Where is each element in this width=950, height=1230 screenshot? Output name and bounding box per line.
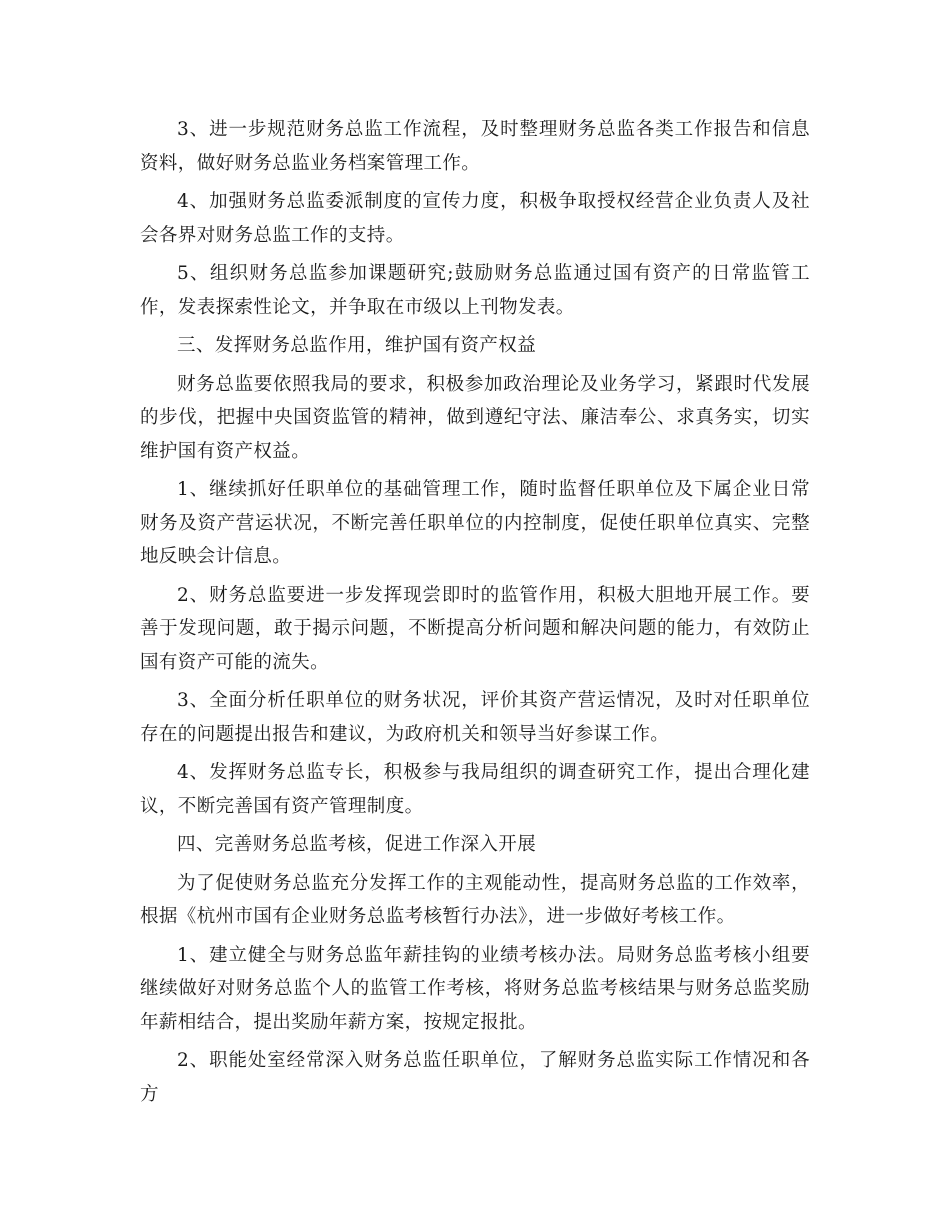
section-three-item-3: 3、全面分析任职单位的财务状况，评价其资产营运情况，及时对任职单位存在的问题提出报告和建议，为政府机关和领导当好参谋工作。 bbox=[140, 690, 810, 745]
section-three-item-2: 2、财务总监要进一步发挥现尝即时的监管作用，积极大胆地开展工作。要善于发现问题，敢于揭示问题，不断提高分析问题和解决问题的能力，有效防止国有资产可能的流失。 bbox=[140, 584, 810, 673]
paragraph-item-5: 5、组织财务总监参加课题研究;鼓励财务总监通过国有资产的日常监管工作，发表探索性论文，并争取在市级以上刊物发表。 bbox=[140, 263, 810, 318]
section-heading-three: 三、发挥财务总监作用，维护国有资产权益 bbox=[177, 335, 537, 356]
paragraph-item-3: 3、进一步规范财务总监工作流程，及时整理财务总监各类工作报告和信息资料，做好财务总监业务档案管理工作。 bbox=[140, 119, 810, 174]
section-heading-four: 四、完善财务总监考核，促进工作深入开展 bbox=[177, 834, 537, 855]
section-three-intro: 财务总监要依照我局的要求，积极参加政治理论及业务学习，紧跟时代发展的步伐，把握中央国资监管的精神，做到遵纪守法、廉洁奉公、求真务实，切实维护国有资产权益。 bbox=[140, 373, 810, 462]
section-three-item-1: 1、继续抓好任职单位的基础管理工作，随时监督任职单位及下属企业日常财务及资产营运状况，不断完善任职单位的内控制度，促使任职单位真实、完整地反映会计信息。 bbox=[140, 479, 810, 567]
section-four-intro: 为了促使财务总监充分发挥工作的主观能动性，提高财务总监的工作效率，根据《杭州市国有企业财务总监考核暂行办法》，进一步做好考核工作。 bbox=[140, 872, 810, 927]
section-four-item-1: 1、建立健全与财务总监年薪挂钩的业绩考核办法。局财务总监考核小组要继续做好对财务总监个人的监管工作考核，将财务总监考核结果与财务总监奖励年薪相结合，提出奖励年薪方案，按规定报批。 bbox=[140, 944, 810, 1033]
section-three-item-4: 4、发挥财务总监专长，积极参与我局组织的调查研究工作，提出合理化建议，不断完善国有资产管理制度。 bbox=[140, 762, 810, 817]
paragraph-item-4: 4、加强财务总监委派制度的宣传力度，积极争取授权经营企业负责人及社会各界对财务总监工作的支持。 bbox=[140, 191, 810, 246]
section-four-item-2: 2、职能处室经常深入财务总监任职单位，了解财务总监实际工作情况和各方 bbox=[140, 1050, 810, 1105]
